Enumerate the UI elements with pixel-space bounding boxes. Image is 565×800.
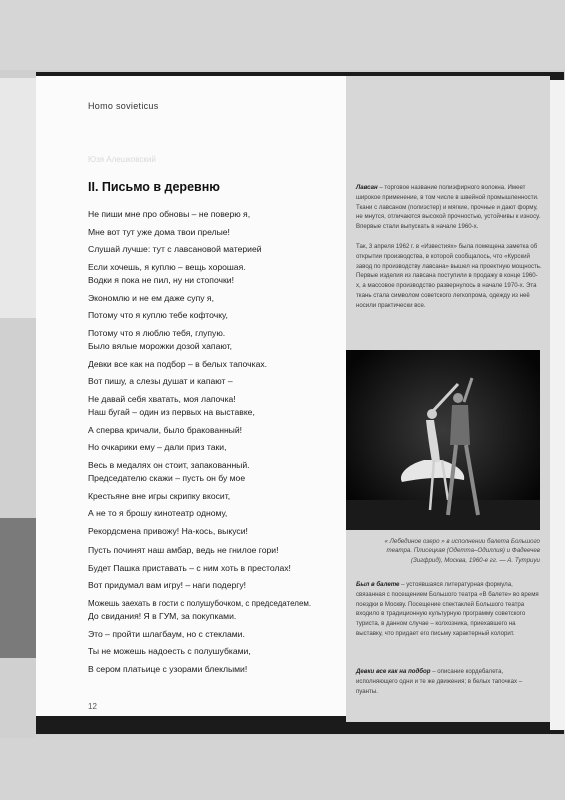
poem-line: Не давай себя хватать, моя лапочка! xyxy=(88,393,236,404)
note-term: Девки все как на подбор xyxy=(356,668,431,675)
poem-line: Не пиши мне про обновы – не поверю я, xyxy=(88,209,251,219)
poem-line: Водки я пока не пил, ну ни стопочки! xyxy=(88,275,234,285)
scan-top-margin xyxy=(0,0,565,70)
page-edge-right xyxy=(550,80,565,730)
poem-line: Вот пишу, а слезы душат и капают – xyxy=(88,376,233,387)
photo-caption: « Лебединое озеро » в исполнении балета Большого театра. Плисецкая (Одетта–Одиллия) и Фадеечев (Зигфрид), Москва, 1960-е гг. — А. Тутриуи xyxy=(384,538,540,564)
poem-line: Весь в медалях он стоит, запакованный. xyxy=(88,459,250,470)
poem-line: До свидания! Я в ГУМ, за покупками. xyxy=(88,611,237,621)
note-term: Лавсан xyxy=(356,184,378,191)
poem-line: А сперва кричали, было бракованный! xyxy=(88,424,243,435)
poem-line: Потому что я куплю тебе кофточку, xyxy=(88,310,228,321)
sidebar-note-lavsan xyxy=(356,183,542,232)
poem-line: Было вялые морожки дозой хапают, xyxy=(88,341,232,351)
note-text: – торговое название полиэфирного волокна. Имеет широкое применение, в том числе в швейной промышленности. Ткани с лавсаном (полиэстер) и мягкие, прочные и дают форму, не мнутся, отличаются высокой прочностью, устойчивы к износу. Впервые стали выпускать в начале 1960-х. xyxy=(356,184,541,231)
page-number: 12 xyxy=(88,702,97,711)
poem-line: Потому что я люблю тебя, глупую. xyxy=(88,327,226,338)
stanza-1 xyxy=(88,206,262,276)
scan-bottom-margin xyxy=(0,735,565,800)
poem-line: Крестьяне вне игры скрипку вкосит, xyxy=(88,490,231,501)
adjacent-photo-dark xyxy=(0,518,36,658)
stanza-3 xyxy=(88,338,267,408)
poem-line: Слушай лучше: тут с лавсановой материей xyxy=(88,244,262,255)
stanza-7 xyxy=(88,608,251,678)
poem-line: А не то я брошу кинотеатр одному, xyxy=(88,508,228,519)
poem-line: Вот придумал вам игру! – наги подергу! xyxy=(88,580,247,591)
poem-line: Будет Пашка приставать – с ним хоть в престолах! xyxy=(88,562,291,573)
stanza-2 xyxy=(88,272,234,342)
poem-line: Но очкарики ему – дали приз таки, xyxy=(88,442,227,453)
stanza-4 xyxy=(88,404,255,474)
poem-line: Это – пройти шлагбаум, но с стеклами. xyxy=(88,628,245,639)
faded-heading: Юзя Алешковский xyxy=(88,155,156,164)
poem-line: Экономлю и не ем даже супу я, xyxy=(88,292,214,303)
sidebar-note-girls xyxy=(356,667,542,696)
poem-line: Наш бугай – один из первых на выставке, xyxy=(88,407,255,417)
poem-line: Пусть починят наш амбар, ведь не гнилое гори! xyxy=(88,545,279,555)
note-text: Так, 3 апреля 1962 г. в «Известиях» была помещена заметка об открытии производства, в которой сообщалось, что «Курский завод по производству лавсана» вышел на проектную мощность. Первые изделия из лавсана поступили в продажу в конце 1960-х, а массовое производство развернулось в начале 1970-х. Эта ткань стала символом советского легкопрома, одежду из неё носили практически все. xyxy=(356,243,542,309)
ballet-dancers-image xyxy=(346,350,540,530)
poem-line: Девки все как на подбор – в белых тапочках. xyxy=(88,358,268,369)
poem-title: II. Письмо в деревню xyxy=(88,180,220,194)
adjacent-page-strip xyxy=(0,78,36,730)
poem-line: Если хочешь, я куплю – вещь хорошая. xyxy=(88,261,246,272)
running-title: Homo sovieticus xyxy=(88,101,159,111)
stanza-5 xyxy=(88,470,248,540)
poem-line: Ты не можешь надоесть с полушубками, xyxy=(88,646,251,657)
note-text: – описание кордебалета, исполняющего одни и те же движения; в белых тапочках – пуанты. xyxy=(356,668,523,695)
poem-line: Председателю скажи – пусть он бу мое xyxy=(88,473,246,483)
note-term: Был в балете xyxy=(356,581,400,588)
poem-line: Мне вот тут уже дома твои прелые! xyxy=(88,226,230,237)
note-text: – устоявшаяся литературная формула, связанная с посещением Большого театра «В балете» во время поездки в Москву. Посещение спектаклей Большого театра входило в традиционную культурную программу советского туриста, в данном случае – колхозника, приехавшего на выставку, что придает его письму характерный колорит. xyxy=(356,581,539,637)
poem-line: Можешь заехать в гости с полушубочком, с председателем. xyxy=(88,598,312,608)
poem-line: Рекордсмена привожу! На-кось, выкуси! xyxy=(88,525,248,536)
stanza-6 xyxy=(88,542,311,612)
poem-line: В сером платьице с узорами блеклыми! xyxy=(88,663,248,674)
sidebar-note-history xyxy=(356,242,542,311)
sidebar-note-ballet xyxy=(356,580,542,639)
ballet-photo xyxy=(346,350,540,530)
